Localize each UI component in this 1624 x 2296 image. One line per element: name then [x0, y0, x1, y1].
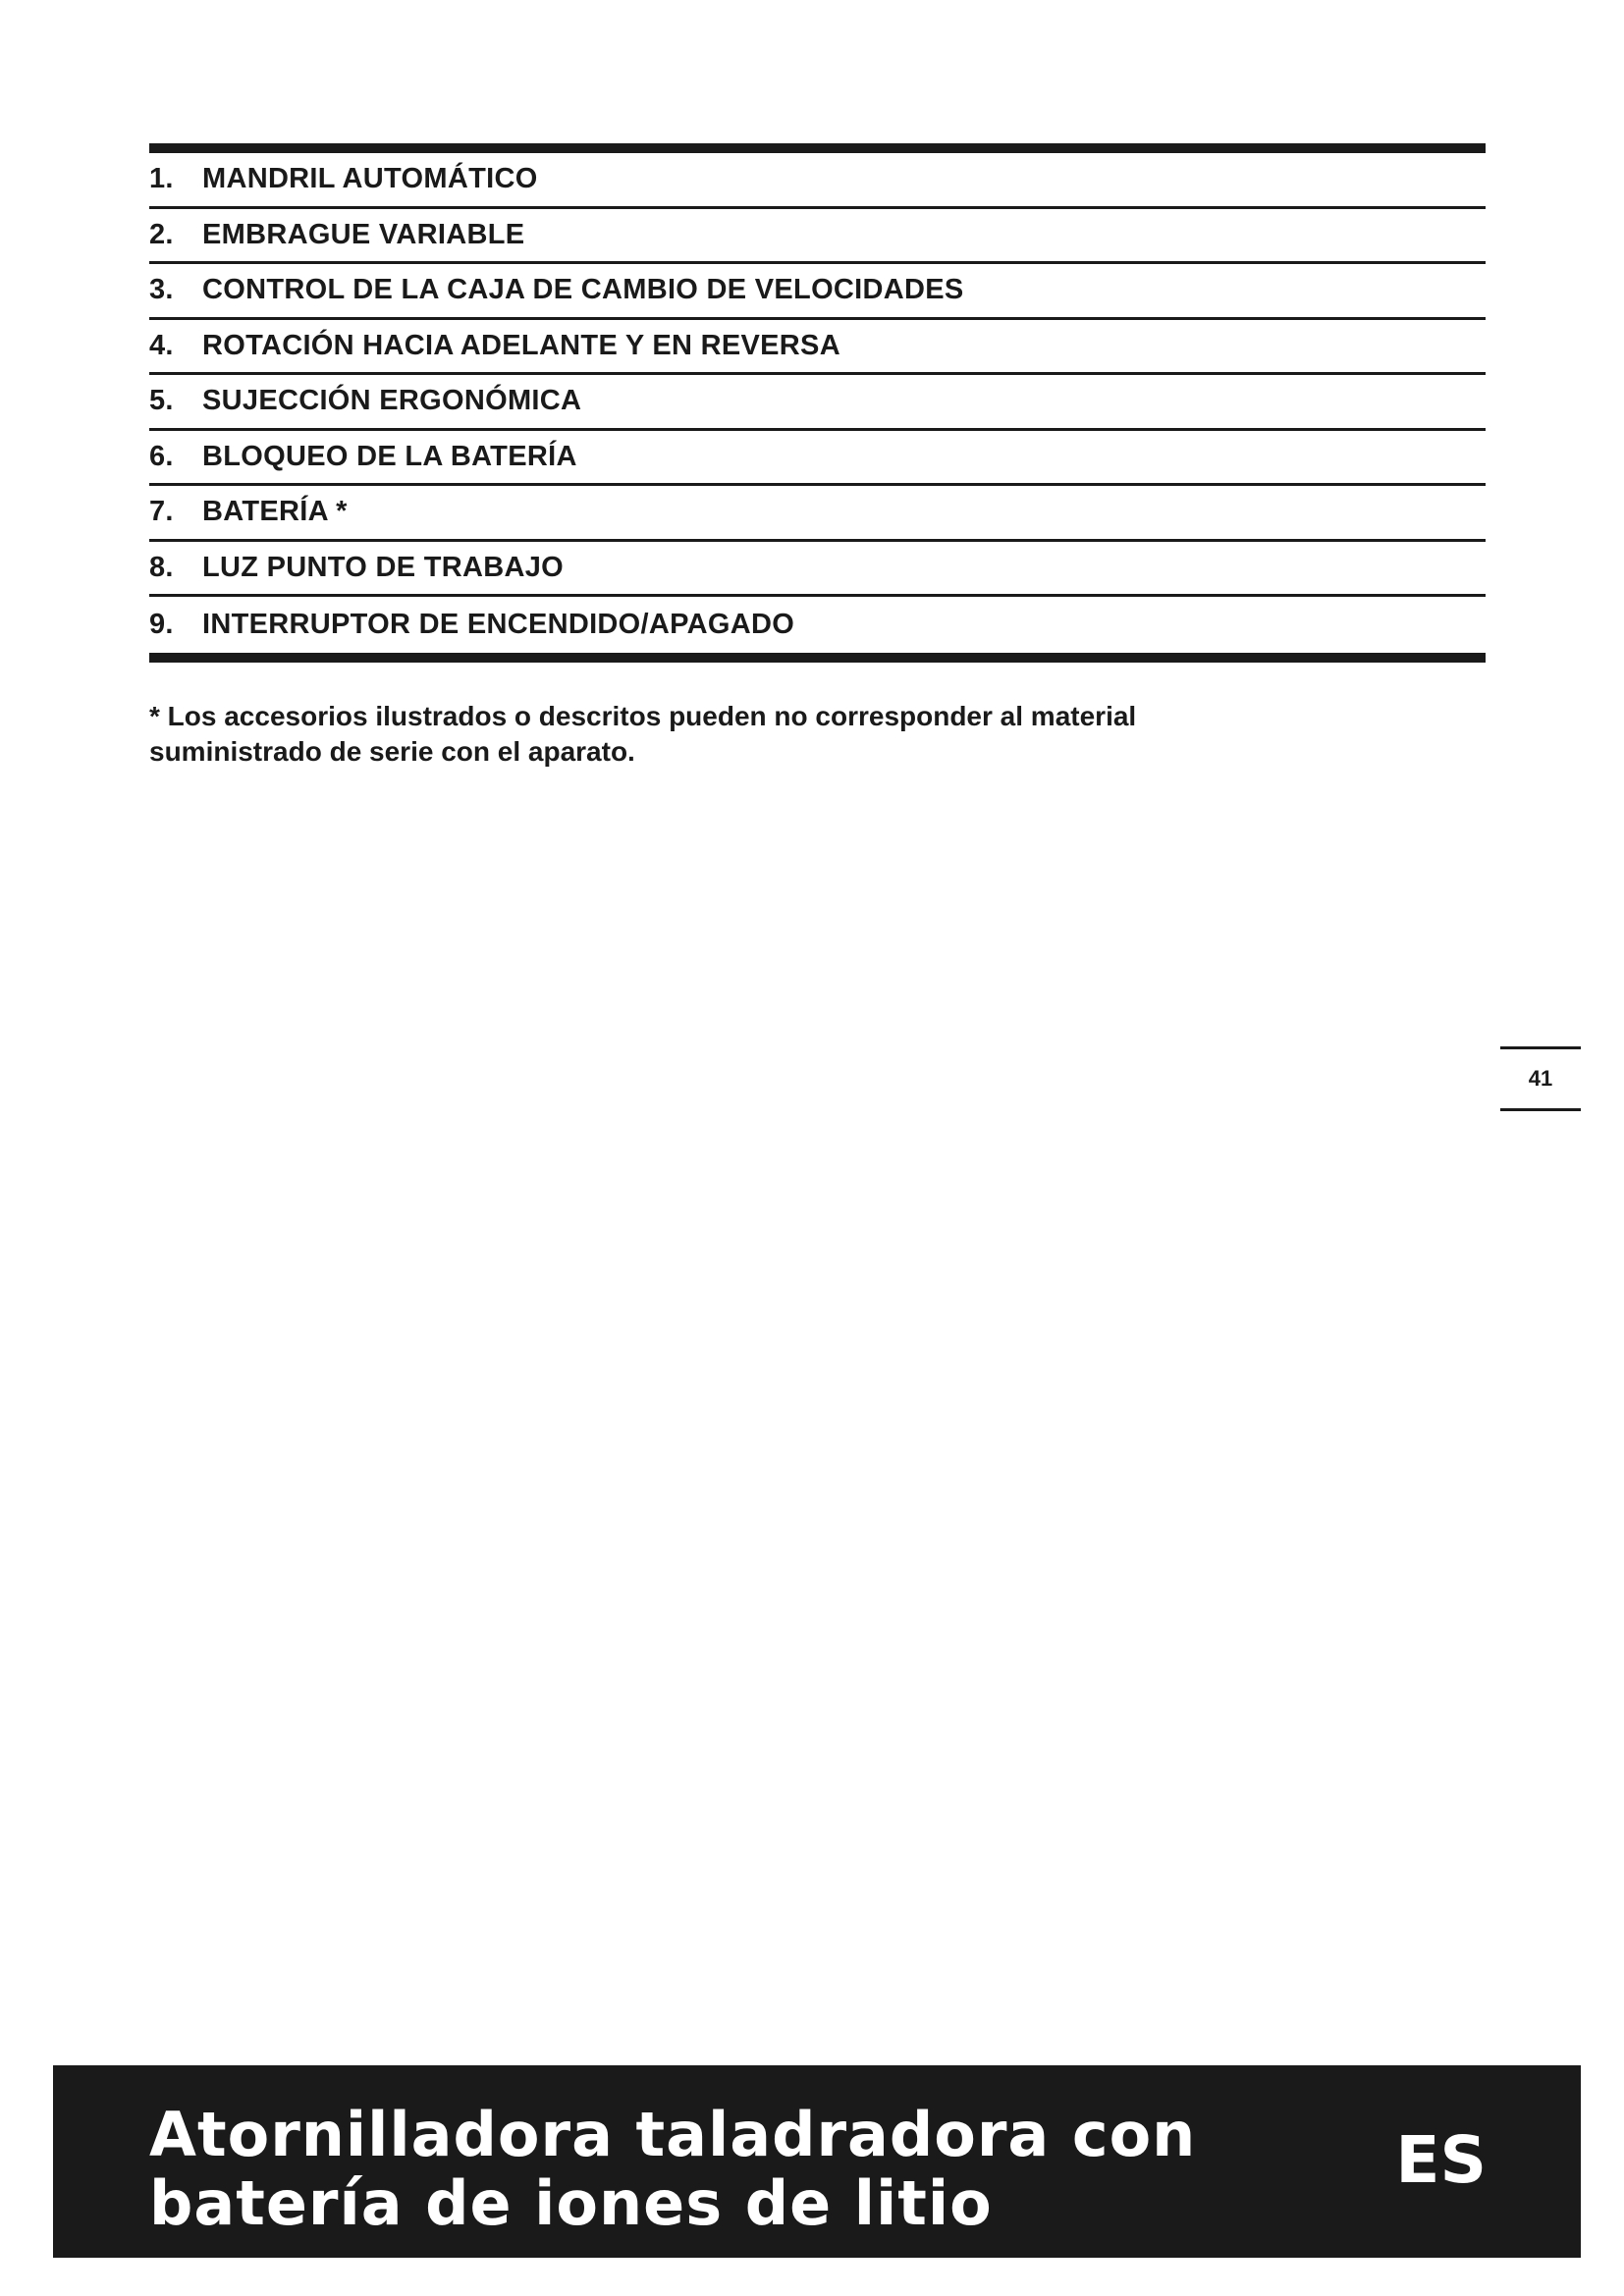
item-label: BLOQUEO DE LA BATERÍA — [202, 440, 577, 472]
item-number: 1. — [149, 163, 174, 195]
item-label: BATERÍA * — [202, 496, 348, 528]
footnote — [149, 699, 1426, 770]
item-number: 8. — [149, 551, 174, 583]
list-item — [149, 375, 1486, 431]
footnote-line: suministrado de serie con el aparato. — [149, 736, 635, 767]
list-item — [149, 153, 1486, 209]
page-number: 41 — [1500, 1046, 1581, 1111]
list-item — [149, 209, 1486, 265]
list-item — [149, 597, 1486, 653]
list-item — [149, 431, 1486, 487]
item-number: 6. — [149, 440, 174, 472]
list-item — [149, 320, 1486, 376]
item-label: CONTROL DE LA CAJA DE CAMBIO DE VELOCIDADES — [202, 274, 964, 306]
item-label: SUJECCIÓN ERGONÓMICA — [202, 385, 582, 417]
item-number: 4. — [149, 329, 174, 361]
list-item — [149, 264, 1486, 320]
title-line: Atornilladora taladradora con — [149, 2099, 1197, 2170]
item-label: LUZ PUNTO DE TRABAJO — [202, 551, 564, 583]
title-banner — [53, 2065, 1581, 2258]
item-number: 2. — [149, 218, 174, 250]
item-label: EMBRAGUE VARIABLE — [202, 218, 525, 250]
item-label: ROTACIÓN HACIA ADELANTE Y EN REVERSA — [202, 329, 840, 361]
parts-list — [149, 143, 1486, 663]
language-code: ES — [1395, 2122, 1487, 2198]
item-number: 7. — [149, 496, 174, 528]
document-title — [149, 2101, 1196, 2238]
item-number: 3. — [149, 274, 174, 306]
list-item — [149, 486, 1486, 542]
item-number: 9. — [149, 608, 174, 640]
title-line: batería de iones de litio — [149, 2167, 993, 2239]
item-label: MANDRIL AUTOMÁTICO — [202, 163, 538, 195]
item-label: INTERRUPTOR DE ENCENDIDO/APAGADO — [202, 608, 795, 640]
item-number: 5. — [149, 385, 174, 417]
list-item — [149, 542, 1486, 598]
footnote-line: * Los accesorios ilustrados o descritos pueden no corresponder al material — [149, 701, 1137, 731]
